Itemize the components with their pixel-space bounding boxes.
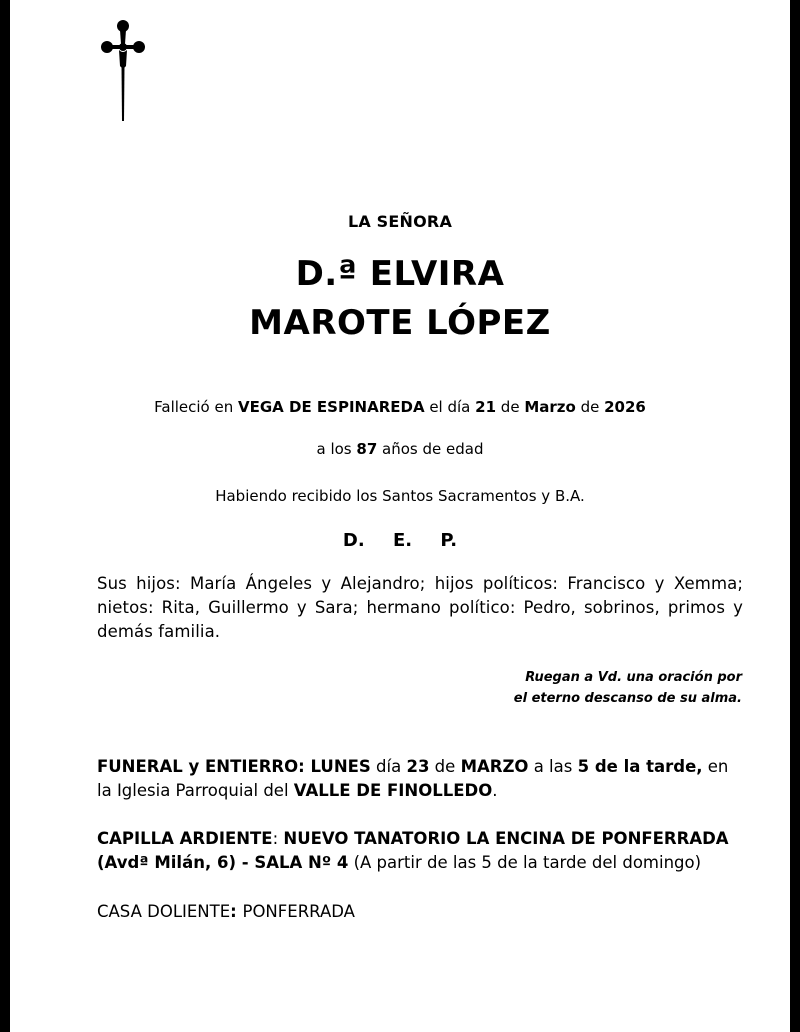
chapel-info: CAPILLA ARDIENTE: NUEVO TANATORIO LA ENCINA DE PONFERRADA (Avdª Milán, 6) - SALA Nº 4 (A partir de las 5 de la tarde del domingo) <box>97 829 729 872</box>
death-year: 2026 <box>604 398 646 416</box>
age-line: a los 87 años de edad <box>316 440 484 458</box>
sacraments-line: Habiendo recibido los Santos Sacramentos y B.A. <box>215 487 585 505</box>
family-paragraph: Sus hijos: María Ángeles y Alejandro; hijos políticos: Francisco y Xemma; nietos: Rita, Guillermo y Sara; hermano político: Pedro, sobrinos, primos y demás familia. <box>97 574 743 641</box>
title-prefix: LA SEÑORA <box>347 212 453 231</box>
deceased-name-first: D.ª ELVIRA <box>295 254 505 294</box>
cross-icon <box>98 18 148 123</box>
prayer-line-1: Ruegan a Vd. una oración por <box>525 670 742 685</box>
deceased-name-last: MAROTE LÓPEZ <box>249 303 551 343</box>
prayer-note <box>514 667 742 709</box>
prayer-line-2: el eterno descanso de su alma. <box>513 691 742 706</box>
funeral-info: FUNERAL y ENTIERRO: LUNES día 23 de MARZO a las 5 de la tarde, en la Iglesia Parroquial del VALLE DE FINOLLEDO. <box>97 757 729 800</box>
dep-line: D. E. P. <box>342 530 458 551</box>
death-place: VEGA DE ESPINAREDA <box>238 398 425 416</box>
death-day: 21 <box>475 398 497 416</box>
death-month: Marzo <box>524 398 576 416</box>
right-border <box>790 0 800 1032</box>
death-line: Falleció en VEGA DE ESPINAREDA el día 21 de Marzo de 2026 <box>154 398 646 416</box>
age-years: 87 <box>356 440 378 458</box>
house-info: CASA DOLIENTE: PONFERRADA <box>97 902 355 921</box>
left-border <box>0 0 10 1032</box>
